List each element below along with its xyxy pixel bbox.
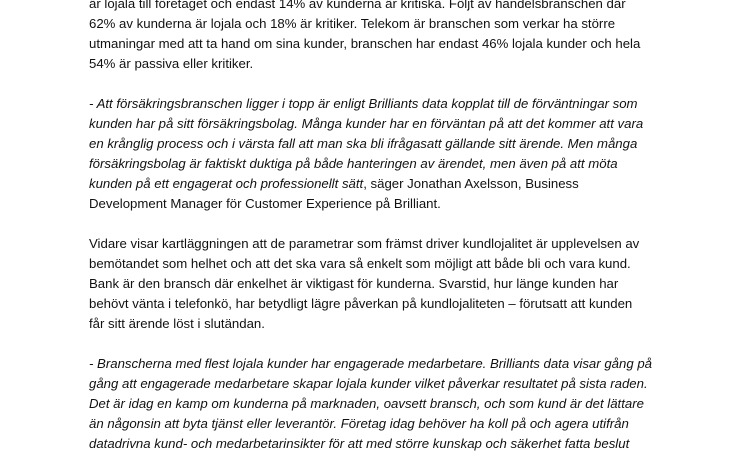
text-line: än någonsin att byta tjänst eller leverantör. Företag idag behöver ha koll på och agera utifrån — [89, 416, 629, 431]
text-line: utmaningar med att ta hand om sina kunder, branschen har endast 46% lojala kunder och hela — [89, 36, 641, 51]
text-line: datadrivna kund- och medarbetarinsikter för att med större kunskap och säkerhet fatta beslut — [89, 436, 630, 451]
text-line: behövt vänta i telefonkö, har betydligt lägre påverkan på kundlojaliteten – förutsatt att kunden — [89, 296, 633, 311]
text-line — [89, 114, 689, 134]
text-line: bemötandet som helhet och att det ska vara så enkelt som möjligt att både bli och vara kund. — [89, 256, 631, 271]
text-line: Det är idag en kamp om kunderna på marknaden, oavsett bransch, och som kund är det lättare — [89, 396, 644, 411]
text-line: 54% är passiva eller kritiker. — [89, 56, 254, 71]
text-line: Vidare visar kartläggningen att de parametrar som främst driver kundlojalitet är upplevelsen av — [89, 236, 640, 251]
text-line: Bank är den bransch där enkelhet är viktigast för kunderna. Svarstid, hur länge kunden har — [89, 276, 619, 291]
paragraph-loyalty-drivers — [89, 234, 689, 334]
text-line: får sitt ärende löst i slutändan. — [89, 316, 265, 331]
paragraph-quote-employees — [89, 354, 689, 454]
attribution-text: , säger Jonathan Axelsson, Business — [363, 176, 579, 191]
attribution-text: Development Manager för Customer Experience på Brilliant. — [89, 196, 441, 211]
text-line: är lojala till företaget och endast 14% av kunderna är kritiska. Följt av handelsbranschen där — [89, 0, 626, 11]
paragraph-quote-insurance — [89, 94, 689, 214]
quote-text: - Att försäkringsbranschen ligger i topp är enligt Brilliants data kopplat till de förväntningar som — [89, 96, 638, 111]
text-line — [89, 134, 689, 154]
text-line: - Branscherna med flest lojala kunder har engagerade medarbetare. Brilliants data visar gång på — [89, 356, 652, 371]
text-line — [89, 174, 689, 194]
quote-text: kunden på ett engagerat och professionellt sätt — [89, 176, 364, 191]
quote-text: kunden har på sitt försäkringsbolag. Många kunder har en förväntan på att det kommer att vara — [89, 116, 644, 131]
quote-text: en krånglig process och i värsta fall att man ska bli ifrågasatt gällande sitt ärende. Men många — [89, 136, 638, 151]
text-line — [89, 154, 689, 174]
quote-text: försäkringsbolag är faktiskt duktiga på både hanteringen av ärendet, men även på att möta — [89, 156, 618, 171]
paragraph-industry-stats — [89, 0, 689, 74]
document-page — [89, 0, 689, 454]
text-line — [89, 94, 689, 114]
text-line: 62% av kunderna är lojala och 18% är kritiker. Telekom är branschen som verkar ha större — [89, 16, 616, 31]
text-line — [89, 194, 689, 214]
text-line: gång att engagerade medarbetare skapar lojala kunder vilket påverkar resultatet på sista raden. — [89, 376, 648, 391]
